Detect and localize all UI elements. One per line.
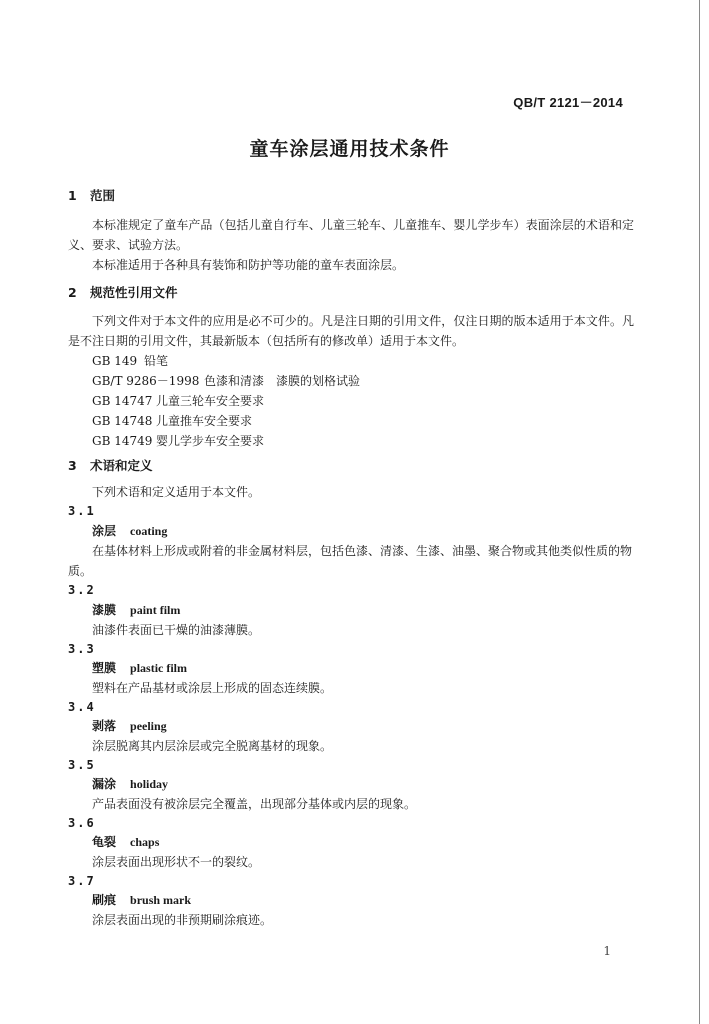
term-zh: 漆膜 (92, 603, 117, 617)
term-number: 3.5 (68, 758, 96, 772)
reference-item (68, 351, 634, 371)
reference-title: 铅笔 (144, 354, 169, 368)
term-heading (68, 890, 634, 910)
term-zh: 涂层 (92, 524, 117, 538)
term-zh: 龟裂 (92, 835, 117, 849)
section-number: 2 (68, 285, 77, 300)
term-en: coating (130, 524, 168, 538)
section-heading (68, 283, 634, 301)
term-zh: 剥落 (92, 719, 117, 733)
document-title: 童车涂层通用技术条件 (249, 138, 450, 160)
section-intro: 下列术语和定义适用于本文件。 (92, 485, 261, 499)
reference-title: 儿童三轮车安全要求 (156, 394, 265, 408)
section-3 (68, 456, 634, 474)
section-2 (68, 283, 634, 301)
reference-code: GB 149 (92, 354, 138, 368)
term-definition: 塑料在产品基材或涂层上形成的固态连续膜。 (92, 681, 333, 695)
section-3-body (68, 482, 634, 930)
term-number: 3.6 (68, 816, 96, 830)
reference-code: GB/T 9286－1998 (92, 374, 200, 388)
term-definition: 油漆件表面已干燥的油漆薄膜。 (92, 623, 261, 637)
section-2-body (68, 311, 634, 451)
section-heading (68, 186, 634, 204)
term-zh: 塑膜 (92, 661, 117, 675)
term-definition: 涂层脱离其内层涂层或完全脱离基材的现象。 (92, 739, 333, 753)
reference-title: 色漆和清漆 漆膜的划格试验 (204, 374, 361, 388)
term-number: 3.7 (68, 874, 96, 888)
term-heading (68, 521, 634, 541)
reference-code: GB 14747 (92, 394, 153, 408)
reference-code: GB 14748 (92, 414, 153, 428)
term-zh: 漏涂 (92, 777, 117, 791)
reference-item (68, 391, 634, 411)
section-title: 术语和定义 (90, 458, 153, 473)
reference-title: 婴儿学步车安全要求 (156, 434, 265, 448)
section-1-body (68, 215, 634, 275)
term-definition: 在基体材料上形成或附着的非金属材料层，包括色漆、清漆、生漆、油墨、聚合物或其他类似性质的物质。 (68, 544, 633, 578)
term-number: 3.3 (68, 642, 96, 656)
term-en: peeling (130, 719, 167, 733)
term-en: paint film (130, 603, 181, 617)
term-number: 3.2 (68, 583, 96, 597)
reference-item (68, 411, 634, 431)
paragraph: 本标准规定了童车产品（包括儿童自行车、儿童三轮车、儿童推车、婴儿学步车）表面涂层的术语和定义、要求、试验方法。 (68, 218, 634, 252)
standard-code: QB/T 2121－2014 (513, 95, 623, 110)
reference-code: GB 14749 (92, 434, 153, 448)
term-definition: 涂层表面出现的非预期刷涂痕迹。 (92, 913, 273, 927)
reference-item (68, 431, 634, 451)
term-definition: 涂层表面出现形状不一的裂纹。 (92, 855, 261, 869)
term-en: brush mark (130, 893, 192, 907)
section-number: 3 (68, 458, 77, 473)
term-number: 3.4 (68, 700, 96, 714)
term-zh: 刷痕 (92, 893, 117, 907)
term-heading (68, 716, 634, 736)
page-number: 1 (603, 944, 611, 958)
term-en: plastic film (130, 661, 188, 675)
section-heading (68, 456, 634, 474)
section-title: 范围 (90, 188, 116, 203)
reference-title: 儿童推车安全要求 (156, 414, 253, 428)
reference-item (68, 371, 634, 391)
term-heading (68, 600, 634, 620)
term-heading (68, 832, 634, 852)
term-heading (68, 774, 634, 794)
term-en: chaps (130, 835, 160, 849)
paragraph: 下列文件对于本文件的应用是必不可少的。凡是注日期的引用文件，仅注日期的版本适用于本文件。凡是不注日期的引用文件，其最新版本（包括所有的修改单）适用于本文件。 (68, 314, 634, 348)
term-heading (68, 658, 634, 678)
section-title: 规范性引用文件 (90, 285, 178, 300)
term-definition: 产品表面没有被涂层完全覆盖，出现部分基体或内层的现象。 (92, 797, 417, 811)
term-en: holiday (130, 777, 169, 791)
section-number: 1 (68, 188, 77, 203)
section-1 (68, 186, 634, 204)
paragraph: 本标准适用于各种具有装饰和防护等功能的童车表面涂层。 (92, 258, 405, 272)
term-number: 3.1 (68, 504, 96, 518)
